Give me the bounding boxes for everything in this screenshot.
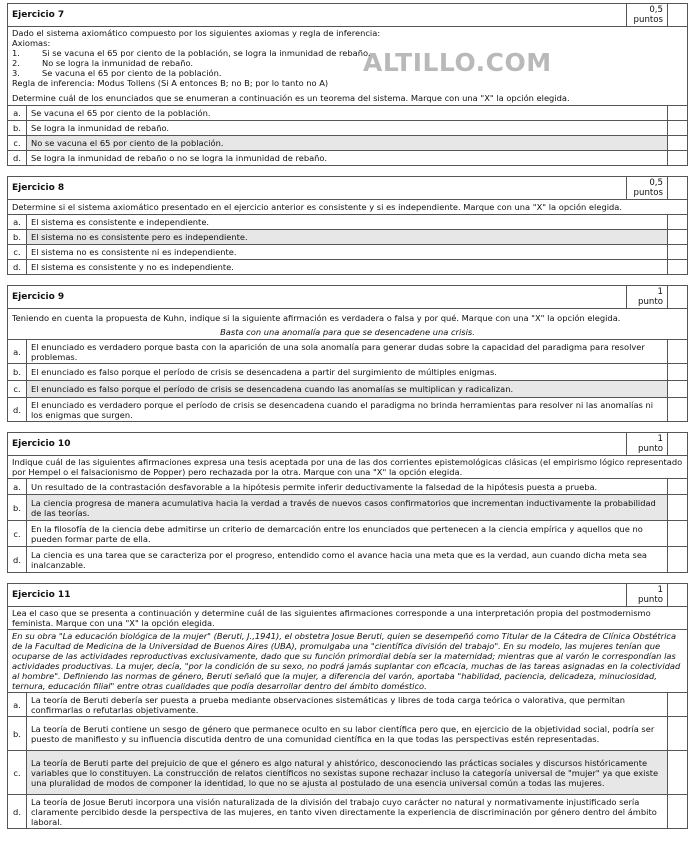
answer-box-c[interactable]: [668, 521, 688, 547]
question-text: Teniendo en cuenta la propuesta de Kuhn, indique si la siguiente afirmación es verdadera o falsa y por qué. Marque con una "X" la opción elegida.: [12, 313, 621, 323]
option-letter: c.: [8, 751, 27, 795]
option-text: El sistema es consistente e independiente.: [27, 215, 668, 230]
axiom-1: [12, 48, 683, 58]
exercise-9: [7, 285, 688, 422]
question-text: Lea el caso que se presenta a continuación y determine cuál de las siguientes afirmaciones corresponde a una interpretación propia del postmodernismo feminista. Marque con una "X" la opción elegida.: [8, 607, 688, 630]
exercise-title: Ejercicio 7: [8, 4, 627, 27]
option-letter: b.: [8, 121, 27, 136]
answer-box-a[interactable]: [668, 693, 688, 717]
exercise-8: [7, 176, 688, 275]
option-letter: d.: [8, 398, 27, 422]
option-letter: d.: [8, 795, 27, 829]
question-text: Indique cuál de las siguientes afirmaciones expresa una tesis aceptada por una de las dos corrientes epistemológicas clásicas (el empirismo lógico representado por Hempel o el falsacionismo de Popper) pero rechazada por la otra. Marque con una "X" la opción elegida.: [8, 456, 688, 479]
option-text: La teoría de Beruti contiene un sesgo de género que permanece oculto en su labor científica pero que, en ejercicio de la objetividad social, podría ser puesto de manifiesto y su influencia discutida dentro de una comunidad científica en la que todas las perspectivas estén representadas.: [27, 717, 668, 751]
option-letter: c.: [8, 136, 27, 151]
axiom-text: No se logra la inmunidad de rebaño.: [42, 58, 194, 68]
answer-box-a[interactable]: [668, 106, 688, 121]
axiom-3: [12, 68, 683, 78]
option-text: La teoría de Beruti debería ser puesta a prueba mediante observaciones sistemáticas y libres de toda carga teórica o valorativa, que permitan confirmarlas o refutarlas objetivamente.: [27, 693, 668, 717]
option-text: Se logra la inmunidad de rebaño.: [27, 121, 668, 136]
question-text: Determine cuál de los enunciados que se enumeran a continuación es un teorema del sistema. Marque con una "X" la opción elegida.: [12, 93, 570, 103]
exam-page: [7, 3, 688, 829]
option-text: La teoría de Beruti parte del prejuicio de que el género es algo natural y ahistórico, desconociendo las prácticas sociales y discursos históricamente variables que lo constituyen. La construcción de relatos científicos no sexistas supone rechazar incluso la categoría universal de "mujer" ya que existe una pluralidad de modos de componer la identidad, lo que no se ajusta al postulado de una esencia universal común a todas las mujeres.: [27, 751, 668, 795]
option-letter: d.: [8, 151, 27, 166]
option-letter: d.: [8, 260, 27, 275]
option-text: La ciencia es una tarea que se caracteriza por el progreso, entendido como el avance hacia una meta que es la verdad, aun cuando dicha meta sea inalcanzable.: [27, 547, 668, 573]
option-text: Se vacuna el 65 por ciento de la población.: [27, 106, 668, 121]
option-letter: b.: [8, 717, 27, 751]
answer-box-a[interactable]: [668, 479, 688, 495]
answer-box-d[interactable]: [668, 795, 688, 829]
option-text: El sistema no es consistente ni es independiente.: [27, 245, 668, 260]
intro-text: Dado el sistema axiomático compuesto por los siguientes axiomas y regla de inferencia:: [12, 28, 381, 38]
option-letter: b.: [8, 230, 27, 245]
option-text: El sistema no es consistente pero es independiente.: [27, 230, 668, 245]
option-text: El enunciado es verdadero porque el período de crisis se desencadena cuando el paradigma no brinda herramientas para resolver ni las anomalías ni los enigmas que surgen.: [27, 398, 668, 422]
option-text: Se logra la inmunidad de rebaño o no se logra la inmunidad de rebaño.: [27, 151, 668, 166]
axiom-text: Si se vacuna el 65 por ciento de la población, se logra la inmunidad de rebaño.: [42, 48, 371, 58]
exercise-10: [7, 432, 688, 573]
exercise-title: Ejercicio 9: [8, 286, 627, 309]
answer-box-d[interactable]: [668, 547, 688, 573]
axiom-number: 3.: [12, 68, 20, 78]
option-letter: c.: [8, 245, 27, 260]
option-letter: a.: [8, 693, 27, 717]
quoted-statement: Basta con una anomalía para que se desencadene una crisis.: [220, 327, 475, 337]
answer-box-a[interactable]: [668, 215, 688, 230]
answer-box-b[interactable]: [668, 717, 688, 751]
axiom-2: [12, 58, 683, 68]
option-text: La teoría de Josue Beruti incorpora una visión naturalizada de la división del trabajo cuyo carácter no natural y normativamente injustificado sería claramente percibido desde la perspectiva de las mujeres, en tanto viven directamente la experiencia de discriminación por género dentro del ámbito laboral.: [27, 795, 668, 829]
answer-box-d[interactable]: [668, 260, 688, 275]
answer-box-a[interactable]: [668, 340, 688, 364]
axiom-text: Se vacuna el 65 por ciento de la población.: [42, 68, 222, 78]
exercise-points: 0,5 puntos: [627, 4, 668, 27]
answer-box-b[interactable]: [668, 364, 688, 381]
option-letter: a.: [8, 106, 27, 121]
option-letter: a.: [8, 215, 27, 230]
option-letter: d.: [8, 547, 27, 573]
exercise-title: Ejercicio 10: [8, 433, 627, 456]
exercise-title: Ejercicio 11: [8, 584, 627, 607]
exercise-points: 1 punto: [627, 286, 668, 309]
option-text: Un resultado de la contrastación desfavorable a la hipótesis permite inferir deductivamente la falsedad de la hipótesis puesta a prueba.: [27, 479, 668, 495]
option-text: El enunciado es falso porque el período de crisis se desencadena a partir del surgimiento de múltiples enigmas.: [27, 364, 668, 381]
option-text: No se vacuna el 65 por ciento de la población.: [27, 136, 668, 151]
axiom-number: 2.: [12, 58, 20, 68]
exercise-title: Ejercicio 8: [8, 177, 627, 200]
answer-box-d[interactable]: [668, 151, 688, 166]
answer-box-c[interactable]: [668, 381, 688, 398]
case-text: En su obra "La educación biológica de la mujer" (Beruti, J.,1941), el obstetra Josue Beruti, quien se desempeñó como Titular de la Cátedra de Clínica Obstétrica de la Facultad de Medicina de la Universidad de Buenos Aires (UBA), promulgaba una "científica división del trabajo". En su modelo, las mujeres tenían que ocuparse de las actividades reproductivas exclusivamente, dado que su función primordial debía ser la maternidad; mientras que al varón le correspondían las actividades productivas. La mujer, decía, "por la condición de su sexo, no podrá jamás suplantar con eficacia, muchas de las tareas asignadas en la colectividad al hombre". Definiendo las normas de género, Beruti señaló que la mujer, a diferencia del varón, aportaba "habilidad, paciencia, delicadeza, minuciosidad, ternura, educación filial" entre otras cualidades que podía desarrollar dentro del ámbito doméstico.: [8, 630, 688, 693]
exercise-points: 0,5 puntos: [627, 177, 668, 200]
exercise-statement: [8, 309, 688, 340]
option-letter: b.: [8, 364, 27, 381]
exercise-7: [7, 3, 688, 166]
answer-box-b[interactable]: [668, 230, 688, 245]
answer-box-c[interactable]: [668, 136, 688, 151]
option-text: En la filosofía de la ciencia debe admitirse un criterio de demarcación entre los enunciados que pertenecen a la ciencia empírica y aquellos que no pueden formar parte de ella.: [27, 521, 668, 547]
watermark: ALTILLO.COM: [363, 48, 552, 77]
answer-box-b[interactable]: [668, 121, 688, 136]
answer-box-b[interactable]: [668, 495, 688, 521]
option-text: El enunciado es verdadero porque basta con la aparición de una sola anomalía para generar dudas sobre la capacidad del paradigma para resolver problemas.: [27, 340, 668, 364]
option-letter: a.: [8, 479, 27, 495]
option-letter: b.: [8, 495, 27, 521]
inference-rule: Regla de inferencia: Modus Tollens (Si A entonces B; no B; por lo tanto no A): [12, 78, 329, 88]
exercise-11: [7, 583, 688, 829]
exercise-statement: [8, 27, 688, 106]
option-letter: c.: [8, 521, 27, 547]
option-letter: c.: [8, 381, 27, 398]
answer-box-c[interactable]: [668, 245, 688, 260]
option-text: La ciencia progresa de manera acumulativa hacia la verdad a través de nuevos casos confirmatorios que incrementan inductivamente la probabilidad de las teorías.: [27, 495, 668, 521]
question-text: Determine si el sistema axiomático presentado en el ejercicio anterior es consistente y si es independiente. Marque con una "X" la opción elegida.: [8, 200, 688, 215]
answer-box-d[interactable]: [668, 398, 688, 422]
option-letter: a.: [8, 340, 27, 364]
axiom-number: 1.: [12, 48, 20, 58]
exercise-points: 1 punto: [627, 433, 668, 456]
exercise-points: 1 punto: [627, 584, 668, 607]
option-text: El sistema es consistente y no es independiente.: [27, 260, 668, 275]
answer-box-c[interactable]: [668, 751, 688, 795]
option-text: El enunciado es falso porque el período de crisis se desencadena cuando las anomalías se multiplican y radicalizan.: [27, 381, 668, 398]
axiomas-label: Axiomas:: [12, 38, 51, 48]
